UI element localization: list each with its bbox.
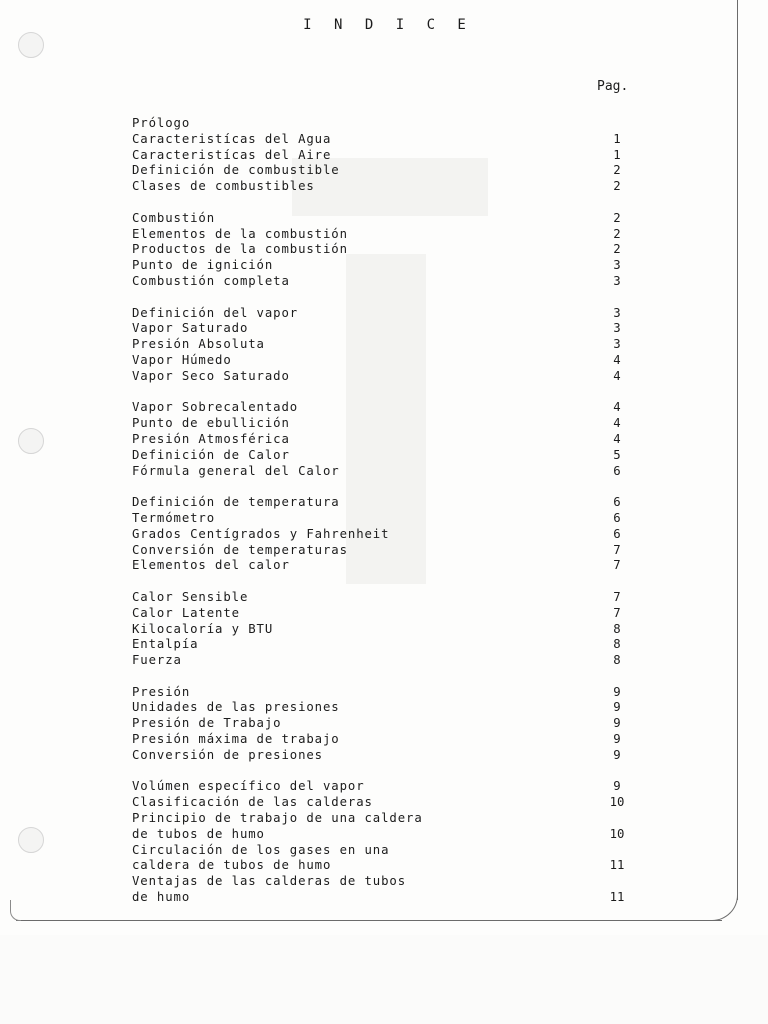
toc-entry-title: Definición del vapor: [132, 305, 299, 320]
toc-entry-page-number: 7: [613, 558, 621, 573]
toc-entry-title: Termómetro: [132, 510, 216, 525]
toc-entry-page-number: 2: [613, 226, 621, 241]
toc-entry: [132, 858, 632, 874]
toc-entry-title: Presión Atmosférica: [132, 431, 290, 446]
toc-entry-page-number: 9: [613, 779, 621, 794]
toc-entry-page-number: 6: [613, 510, 621, 525]
toc-entry: [132, 795, 632, 811]
toc-entry: [132, 227, 632, 243]
toc-entry-page-number: 1: [613, 147, 621, 162]
toc-entry-title: Fórmula general del Calor: [132, 463, 340, 478]
toc-entry: [132, 606, 632, 622]
toc-entry: [132, 779, 632, 795]
toc-entry-title: Unidades de las presiones: [132, 700, 340, 715]
toc-entry-title: Conversión de presiones: [132, 747, 323, 762]
toc-entry-page-number: 3: [613, 258, 621, 273]
toc-entry-page-number: 6: [613, 495, 621, 510]
toc-entry-title: Ventajas de las calderas de tubos: [132, 874, 407, 889]
toc-entry-page-number: 2: [613, 210, 621, 225]
toc-entry: [132, 337, 632, 353]
toc-entry: [132, 321, 632, 337]
toc-entry: [132, 464, 632, 480]
toc-entry-title: de tubos de humo: [132, 826, 265, 841]
toc-entry-title: Combustión: [132, 210, 216, 225]
toc-entry: [132, 558, 632, 574]
toc-entry-title: Definición de Calor: [132, 447, 290, 462]
toc-entry-page-number: 8: [613, 653, 621, 668]
toc-entry: [132, 274, 632, 290]
toc-entry: [132, 511, 632, 527]
toc-entry-page-number: 9: [613, 684, 621, 699]
toc-entry-page-number: 6: [613, 463, 621, 478]
toc-entry-title: Prólogo: [132, 116, 191, 130]
toc-entry: [132, 622, 632, 638]
toc-entry-title: Fuerza: [132, 653, 182, 668]
toc-entry-title: Principio de trabajo de una caldera: [132, 811, 423, 826]
toc-entry-title: Vapor Saturado: [132, 321, 249, 336]
toc-entry-page-number: 8: [613, 621, 621, 636]
toc-entry-title: Definición de temperatura: [132, 495, 340, 510]
toc-entry-title: Presión de Trabajo: [132, 716, 282, 731]
toc-entry: [132, 400, 632, 416]
toc-entry-page-number: 10: [609, 826, 625, 841]
toc-entry: [132, 163, 632, 179]
toc-entry-page-number: 2: [613, 242, 621, 257]
toc-entry: [132, 306, 632, 322]
toc-entry-page-number: 4: [613, 416, 621, 431]
toc-entry: [132, 148, 632, 164]
toc-entry-title: Kilocaloría y BTU: [132, 621, 274, 636]
toc-entry-title: Grados Centígrados y Fahrenheit: [132, 526, 390, 541]
group-spacer: [132, 764, 632, 780]
toc-entry-title: Elementos de la combustión: [132, 226, 348, 241]
toc-entry-title: de humo: [132, 890, 191, 905]
toc-entry-page-number: 11: [609, 858, 625, 873]
toc-entry-page-number: 8: [613, 637, 621, 652]
page-edge-bottom: [16, 920, 722, 921]
toc-entry-page-number: 4: [613, 368, 621, 383]
toc-entry-title: Clases de combustibles: [132, 179, 315, 194]
toc-entry-title: caldera de tubos de humo: [132, 858, 332, 873]
toc-entry-title: Punto de ignición: [132, 258, 274, 273]
toc-entry: [132, 700, 632, 716]
toc-entry: [132, 369, 632, 385]
toc-entry-page-number: 3: [613, 305, 621, 320]
toc-entry: [132, 543, 632, 559]
punch-hole: [18, 32, 44, 58]
toc-entry: [132, 495, 632, 511]
toc-entry: [132, 716, 632, 732]
toc-entry-page-number: 2: [613, 163, 621, 178]
toc-entry-title: Volúmen específico del vapor: [132, 779, 365, 794]
toc-entry-page-number: 9: [613, 700, 621, 715]
toc-entry: [132, 811, 632, 827]
toc-entry-page-number: 4: [613, 400, 621, 415]
toc-entry-page-number: 9: [613, 716, 621, 731]
toc-entry: [132, 116, 632, 132]
toc-entry: [132, 685, 632, 701]
toc-entry-title: Productos de la combustión: [132, 242, 348, 257]
toc-entry-page-number: 5: [613, 447, 621, 462]
toc-entry-page-number: 9: [613, 747, 621, 762]
toc-entry-page-number: 4: [613, 431, 621, 446]
group-spacer: [132, 385, 632, 401]
toc-entry-title: Definición de combustible: [132, 163, 340, 178]
group-spacer: [132, 290, 632, 306]
toc-entry-title: Caracteristícas del Agua: [132, 131, 332, 146]
toc-entry: [132, 748, 632, 764]
toc-entry: [132, 590, 632, 606]
toc-entry-title: Vapor Húmedo: [132, 352, 232, 367]
toc-entry: [132, 132, 632, 148]
toc-entry: [132, 258, 632, 274]
toc-entry-title: Punto de ebullición: [132, 416, 290, 431]
toc-entry: [132, 653, 632, 669]
group-spacer: [132, 195, 632, 211]
toc-entry: [132, 353, 632, 369]
page-title: I N D I C E: [303, 17, 473, 33]
toc-entry-page-number: 7: [613, 589, 621, 604]
page-column-header: Pag.: [597, 79, 629, 94]
toc-entry: [132, 637, 632, 653]
toc-entry: [132, 890, 632, 906]
toc-entry-title: Presión Absoluta: [132, 337, 265, 352]
toc-entry: [132, 448, 632, 464]
page-edge-right: [737, 0, 738, 900]
toc-entry-page-number: 4: [613, 352, 621, 367]
toc-entry-page-number: 6: [613, 526, 621, 541]
toc-entry: [132, 874, 632, 890]
toc-entry: [132, 179, 632, 195]
toc-entry-title: Calor Sensible: [132, 589, 249, 604]
toc-entry: [132, 732, 632, 748]
toc-entry-page-number: 7: [613, 542, 621, 557]
toc-entry: [132, 827, 632, 843]
toc-entry-title: Elementos del calor: [132, 558, 290, 573]
page-corner-left: [10, 900, 21, 921]
toc-entry: [132, 416, 632, 432]
toc-entry-page-number: 2: [613, 179, 621, 194]
toc-entry-page-number: 3: [613, 273, 621, 288]
group-spacer: [132, 574, 632, 590]
toc-entry-title: Caracteristícas del Aire: [132, 147, 332, 162]
toc-entry: [132, 432, 632, 448]
toc-entry-title: Conversión de temperaturas: [132, 542, 348, 557]
toc-entry-title: Presión: [132, 684, 191, 699]
toc-entry-title: Clasificación de las calderas: [132, 795, 373, 810]
toc-entry-page-number: 7: [613, 605, 621, 620]
punch-hole: [18, 428, 44, 454]
toc-entry-page-number: 11: [609, 890, 625, 905]
toc-entry-page-number: 1: [613, 131, 621, 146]
toc-entry-title: Presión máxima de trabajo: [132, 732, 340, 747]
toc-entry-page-number: 9: [613, 732, 621, 747]
page-corner: [706, 887, 738, 921]
toc-entry-title: Circulación de los gases en una: [132, 842, 390, 857]
group-spacer: [132, 479, 632, 495]
toc-entry: [132, 527, 632, 543]
toc-entry-title: Vapor Sobrecalentado: [132, 400, 299, 415]
toc-entry-title: Combustión completa: [132, 273, 290, 288]
toc-entry: [132, 242, 632, 258]
toc-entry-title: Calor Latente: [132, 605, 240, 620]
toc-entry: [132, 211, 632, 227]
toc-entry-page-number: 3: [613, 337, 621, 352]
toc-entry: [132, 843, 632, 859]
toc-entry-title: Vapor Seco Saturado: [132, 368, 290, 383]
toc-entry-page-number: 10: [609, 795, 625, 810]
table-of-contents: [132, 116, 632, 906]
toc-entry-page-number: 3: [613, 321, 621, 336]
group-spacer: [132, 669, 632, 685]
background-below-page: [0, 935, 768, 1024]
toc-entry-title: Entalpía: [132, 637, 199, 652]
punch-hole: [18, 827, 44, 853]
